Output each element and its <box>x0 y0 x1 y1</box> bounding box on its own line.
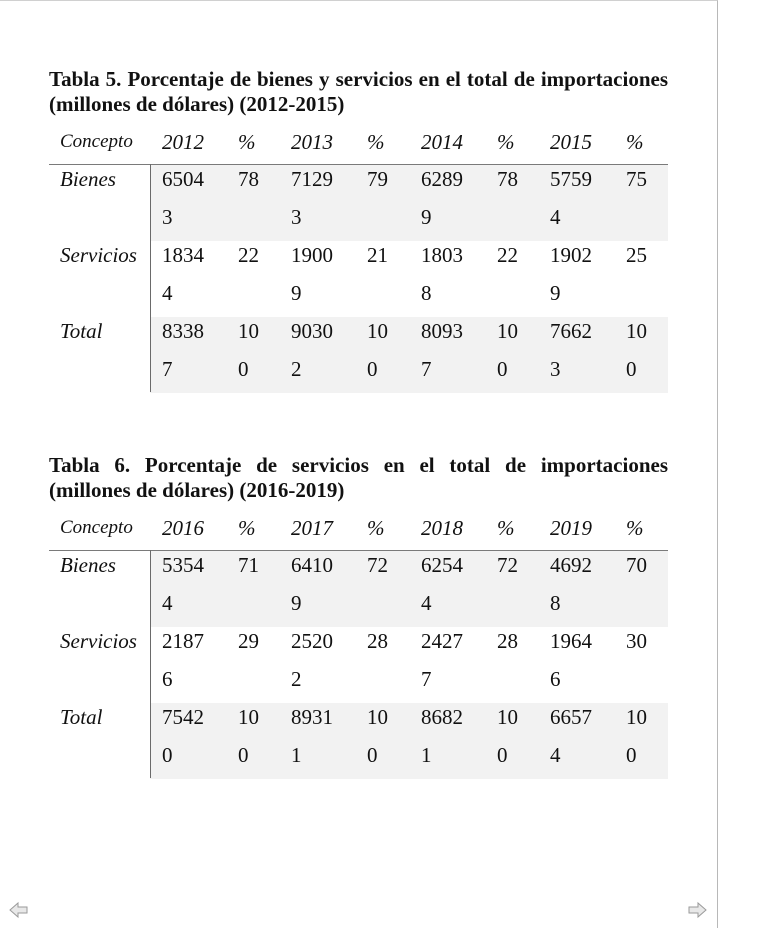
cell-value: 18038 <box>421 243 463 305</box>
cell-value: 64109 <box>291 553 333 615</box>
table-row <box>49 241 668 317</box>
header-percent: % <box>238 130 256 154</box>
table-row <box>49 551 668 627</box>
header-percent: % <box>367 130 385 154</box>
table-6-caption: Tabla 6. Porcentaje de servicios en el total de importaciones (millones de dólares) (2016-2019) <box>49 453 668 502</box>
row-label: Servicios <box>60 629 137 653</box>
cell-value: 65043 <box>162 167 204 229</box>
table-5 <box>49 126 668 393</box>
cell-value: 18344 <box>162 243 204 305</box>
cell-value: 57594 <box>550 167 592 229</box>
cell-percent: 30 <box>626 629 647 653</box>
header-year: 2012 <box>162 130 204 154</box>
header-percent: % <box>626 516 644 540</box>
header-concept: Concepto <box>60 517 133 538</box>
cell-percent: 100 <box>367 319 388 381</box>
header-percent: % <box>497 130 515 154</box>
header-percent: % <box>367 516 385 540</box>
cell-value: 90302 <box>291 319 333 381</box>
cell-percent: 100 <box>497 319 518 381</box>
cell-value: 86821 <box>421 705 463 767</box>
table-6-body <box>49 551 668 779</box>
cell-value: 53544 <box>162 553 204 615</box>
table-divider-line <box>150 550 151 778</box>
cell-value: 21876 <box>162 629 204 691</box>
row-label: Total <box>60 319 103 343</box>
header-concept: Concepto <box>60 131 133 152</box>
cell-percent: 78 <box>238 167 259 191</box>
cell-percent: 100 <box>367 705 388 767</box>
cell-value: 46928 <box>550 553 592 615</box>
cell-percent: 100 <box>238 705 259 767</box>
previous-page-icon[interactable] <box>8 900 30 920</box>
header-year: 2013 <box>291 130 333 154</box>
cell-value: 19646 <box>550 629 592 691</box>
table-row <box>49 317 668 393</box>
cell-percent: 72 <box>367 553 388 577</box>
cell-value: 66574 <box>550 705 592 767</box>
table-row <box>49 627 668 703</box>
header-year: 2016 <box>162 516 204 540</box>
header-percent: % <box>497 516 515 540</box>
table-row <box>49 165 668 241</box>
cell-value: 62899 <box>421 167 463 229</box>
cell-percent: 100 <box>497 705 518 767</box>
header-year: 2017 <box>291 516 333 540</box>
table-divider-line <box>150 164 151 392</box>
cell-percent: 22 <box>238 243 259 267</box>
cell-percent: 78 <box>497 167 518 191</box>
cell-percent: 100 <box>626 705 647 767</box>
cell-value: 80937 <box>421 319 463 381</box>
cell-value: 83387 <box>162 319 204 381</box>
header-year: 2018 <box>421 516 463 540</box>
cell-value: 19029 <box>550 243 592 305</box>
cell-value: 75420 <box>162 705 204 767</box>
cell-percent: 75 <box>626 167 647 191</box>
cell-value: 76623 <box>550 319 592 381</box>
cell-percent: 29 <box>238 629 259 653</box>
table-row <box>49 703 668 779</box>
cell-value: 89311 <box>291 705 333 767</box>
cell-percent: 100 <box>626 319 647 381</box>
cell-percent: 21 <box>367 243 388 267</box>
cell-percent: 71 <box>238 553 259 577</box>
cell-percent: 22 <box>497 243 518 267</box>
header-percent: % <box>238 516 256 540</box>
cell-percent: 100 <box>238 319 259 381</box>
header-year: 2014 <box>421 130 463 154</box>
table-5-body <box>49 165 668 393</box>
table-5-caption: Tabla 5. Porcentaje de bienes y servicios en el total de importaciones (millones de dólares) (2012-2015) <box>49 67 668 116</box>
row-label: Bienes <box>60 167 116 191</box>
header-year: 2015 <box>550 130 592 154</box>
cell-percent: 70 <box>626 553 647 577</box>
cell-value: 71293 <box>291 167 333 229</box>
cell-percent: 25 <box>626 243 647 267</box>
header-year: 2019 <box>550 516 592 540</box>
row-label: Bienes <box>60 553 116 577</box>
table-6 <box>49 512 668 779</box>
cell-value: 62544 <box>421 553 463 615</box>
cell-percent: 28 <box>497 629 518 653</box>
row-label: Servicios <box>60 243 137 267</box>
header-percent: % <box>626 130 644 154</box>
cell-percent: 72 <box>497 553 518 577</box>
next-page-icon[interactable] <box>686 900 708 920</box>
cell-value: 19009 <box>291 243 333 305</box>
row-label: Total <box>60 705 103 729</box>
cell-percent: 28 <box>367 629 388 653</box>
cell-value: 24277 <box>421 629 463 691</box>
cell-percent: 79 <box>367 167 388 191</box>
cell-value: 25202 <box>291 629 333 691</box>
